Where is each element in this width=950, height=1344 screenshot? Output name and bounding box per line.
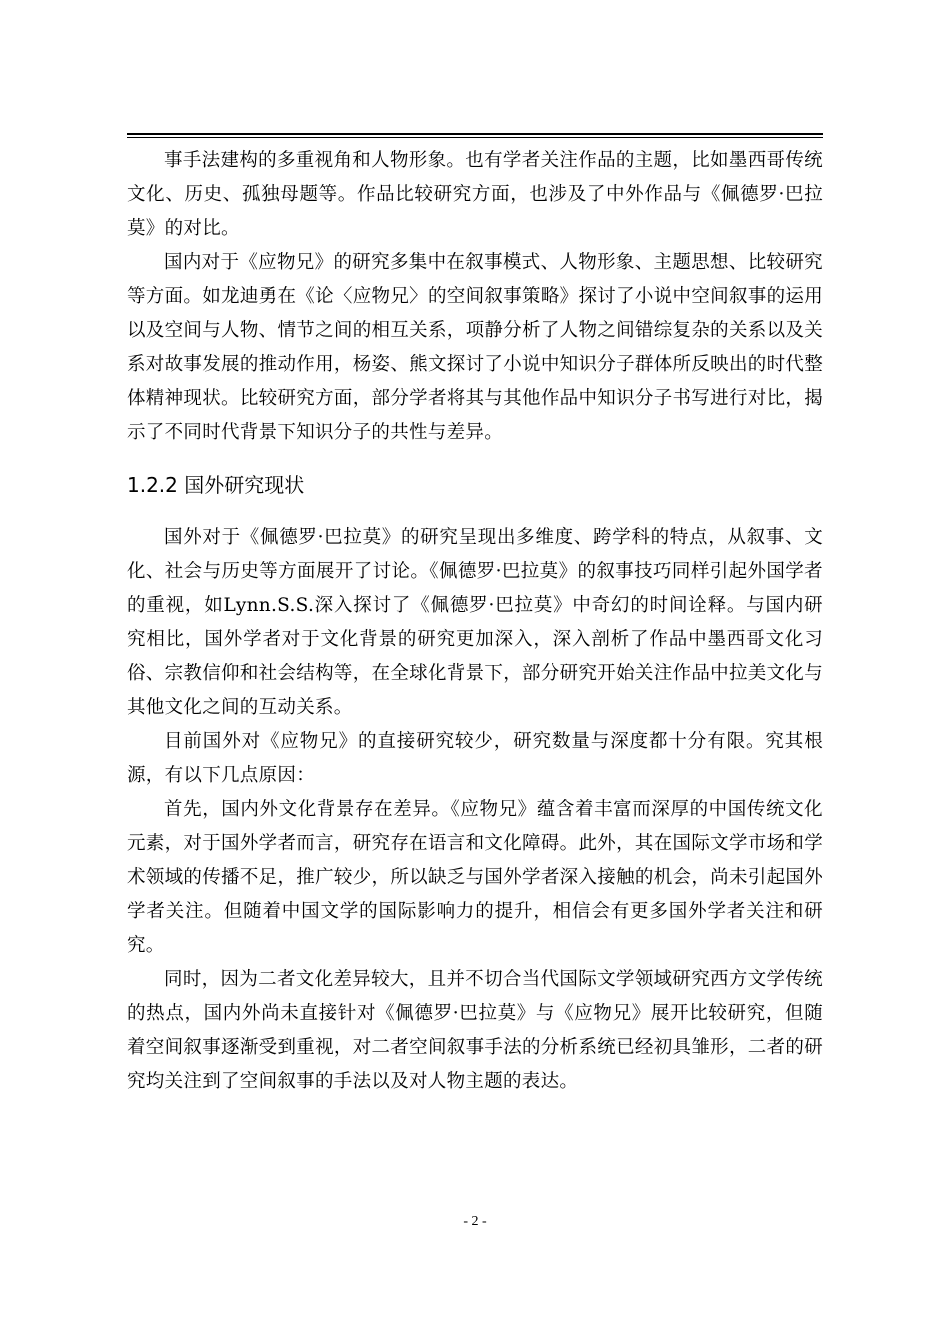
paragraph-first-reason: 首先，国内外文化背景存在差异。《应物兄》蕴含着丰富而深厚的中国传统文化元素，对于国外学者而言，研究存在语言和文化障碍。此外，其在国际文学市场和学术领域的传播不足，推广较少，所以缺乏与国外学者深入接触的机会，尚未引起国外学者关注。但随着中国文学的国际影响力的提升，相信会有更多国外学者关注和研究。 bbox=[127, 799, 823, 956]
paragraph-domestic-research: 国内对于《应物兄》的研究多集中在叙事模式、人物形象、主题思想、比较研究等方面。如龙迪勇在《论〈应物兄〉的空间叙事策略》探讨了小说中空间叙事的运用以及空间与人物、情节之间的相互关系，项静分析了人物之间错综复杂的关系以及关系对故事发展的推动作用，杨姿、熊文探讨了小说中知识分子群体所反映出的时代整体精神现状。比较研究方面，部分学者将其与其他作品中知识分子书写进行对比，揭示了不同时代背景下知识分子的共性与差异。 bbox=[127, 252, 823, 443]
paragraph-second-reason: 同时，因为二者文化差异较大，且并不切合当代国际文学领域研究西方文学传统的热点，国内外尚未直接针对《佩德罗·巴拉莫》与《应物兄》展开比较研究，但随着空间叙事逐渐受到重视，对二者空间叙事手法的分析系统已经初具雏形，二者的研究均关注到了空间叙事的手法以及对人物主题的表达。 bbox=[127, 969, 823, 1092]
body-text bbox=[127, 144, 823, 1099]
section-heading: 1.2.2 国外研究现状 bbox=[127, 473, 305, 497]
page-number: - 2 - bbox=[463, 1214, 487, 1229]
paragraph-foreign-research: 国外对于《佩德罗·巴拉莫》的研究呈现出多维度、跨学科的特点，从叙事、文化、社会与历史等方面展开了讨论。《佩德罗·巴拉莫》的叙事技巧同样引起外国学者的重视，如Lynn.S.S.深入探讨了《佩德罗·巴拉莫》中奇幻的时间诠释。与国内研究相比，国外学者对于文化背景的研究更加深入，深入剖析了作品中墨西哥文化习俗、宗教信仰和社会结构等，在全球化背景下，部分研究开始关注作品中拉美文化与其他文化之间的互动关系。 bbox=[127, 527, 823, 718]
header-rule bbox=[127, 133, 823, 135]
paragraph-continued: 事手法建构的多重视角和人物形象。也有学者关注作品的主题，比如墨西哥传统文化、历史、孤独母题等。作品比较研究方面，也涉及了中外作品与《佩德罗·巴拉莫》的对比。 bbox=[127, 150, 823, 239]
header-rule-thin bbox=[127, 137, 823, 138]
paragraph-limited-research: 目前国外对《应物兄》的直接研究较少，研究数量与深度都十分有限。究其根源，有以下几点原因： bbox=[127, 731, 823, 786]
